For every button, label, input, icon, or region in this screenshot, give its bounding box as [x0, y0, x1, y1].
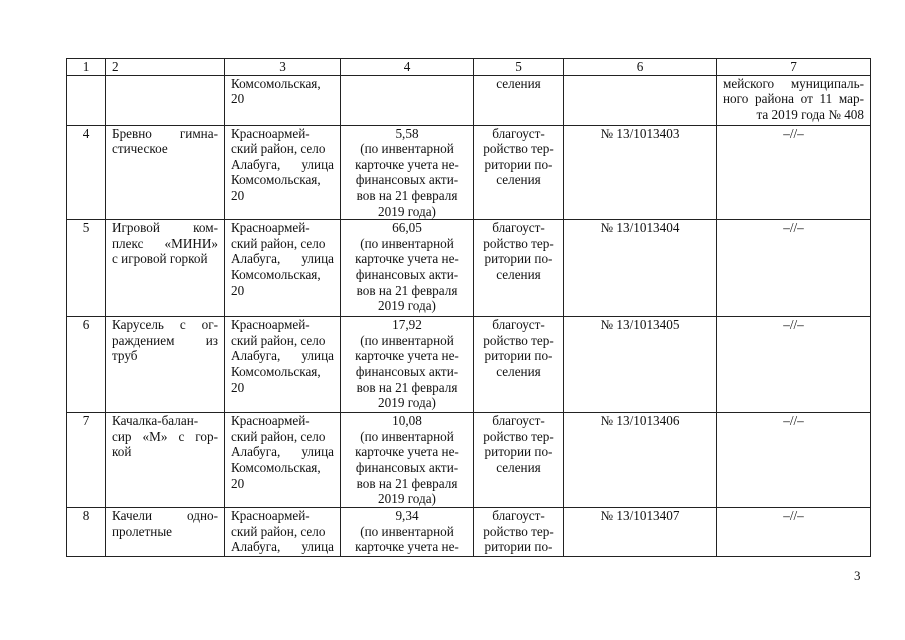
- cell-basis: –//–: [717, 413, 871, 508]
- address-line: Красноармей-: [231, 125, 310, 141]
- table-row: [67, 125, 871, 220]
- word: Алабуга,: [231, 156, 281, 172]
- header-cell: 4: [341, 59, 474, 76]
- cell-value: [341, 413, 474, 508]
- cell-basis: –//–: [717, 125, 871, 220]
- property-table: [66, 58, 871, 557]
- purpose-line: благоуст-: [492, 413, 545, 429]
- word: «МИНИ»: [164, 235, 218, 251]
- purpose-line: ритории по-: [484, 251, 553, 267]
- cell-address: [225, 220, 341, 317]
- cell-value: [341, 220, 474, 317]
- basis-line: мейского муниципаль-: [723, 75, 864, 91]
- cell-name: [106, 413, 225, 508]
- address-line: Красноармей-: [231, 317, 310, 333]
- value-note-line: финансовых акти-: [355, 172, 459, 188]
- word: Карусель: [112, 317, 164, 333]
- word: улица: [301, 539, 334, 555]
- header-cell: 2: [106, 59, 225, 76]
- purpose-line: селения: [496, 459, 541, 475]
- name-line: [112, 236, 218, 252]
- name-line: [112, 333, 218, 349]
- word: Алабуга,: [231, 444, 281, 460]
- address-line: 20: [231, 475, 245, 491]
- name-line: [112, 317, 218, 333]
- address-line: [231, 348, 334, 364]
- purpose-line: ройство тер-: [483, 428, 554, 444]
- cell-num: 5: [67, 220, 106, 317]
- address-line: 20: [231, 187, 245, 203]
- word: «М»: [142, 428, 168, 444]
- table-body: [67, 59, 871, 557]
- address-line: [231, 157, 334, 173]
- word: из: [205, 332, 218, 348]
- cell-name: [106, 125, 225, 220]
- name-line: кой: [112, 444, 132, 460]
- word: Качели: [112, 508, 153, 524]
- name-line: [112, 429, 218, 445]
- cell-address: [225, 75, 341, 125]
- word: улица: [301, 251, 334, 267]
- address-line: [231, 539, 334, 555]
- word: сир: [112, 428, 132, 444]
- cell-address: [225, 413, 341, 508]
- name-line: с игровой горкой: [112, 251, 208, 267]
- value-note-line: вов на 21 февраля: [356, 282, 458, 298]
- cell-basis: –//–: [717, 317, 871, 413]
- header-cell: 7: [717, 59, 871, 76]
- header-cell: 1: [67, 59, 106, 76]
- address-line: Комсомольская,: [231, 363, 321, 379]
- address-line: [231, 444, 334, 460]
- cell-address: [225, 125, 341, 220]
- purpose-line: ритории по-: [484, 348, 553, 364]
- header-cell: 3: [225, 59, 341, 76]
- address-line: ский район, село: [231, 523, 326, 539]
- word: Алабуга,: [231, 251, 281, 267]
- purpose-line: ритории по-: [484, 156, 553, 172]
- cell-num: 7: [67, 413, 106, 508]
- cell-num: 4: [67, 125, 106, 220]
- purpose-line: ройство тер-: [483, 332, 554, 348]
- cell-name: [106, 75, 225, 125]
- basis-line: та 2019 года № 408: [756, 106, 864, 122]
- cell-address: [225, 317, 341, 413]
- header-cell: 5: [474, 59, 564, 76]
- cell-num: [67, 75, 106, 125]
- word: раждением: [112, 332, 175, 348]
- word: Игровой: [112, 220, 160, 236]
- address-line: Комсомольская,: [231, 172, 321, 188]
- value-note-line: 2019 года): [378, 395, 436, 411]
- value-note-line: 2019 года): [378, 203, 436, 219]
- word: Алабуга,: [231, 539, 281, 555]
- purpose-line: селения: [496, 363, 541, 379]
- purpose-line: ритории по-: [484, 539, 553, 555]
- value-note-line: вов на 21 февраля: [356, 475, 458, 491]
- cell-inventory: № 13/1013405: [564, 317, 717, 413]
- cell-inventory: № 13/1013406: [564, 413, 717, 508]
- word: улица: [301, 348, 334, 364]
- cell-num: 8: [67, 508, 106, 557]
- value-note-line: (по инвентарной: [360, 428, 454, 444]
- cell-name: [106, 317, 225, 413]
- value-note-line: вов на 21 февраля: [356, 187, 458, 203]
- address-line: Комсомольская,: [231, 459, 321, 475]
- purpose-line: благоуст-: [492, 508, 545, 524]
- value-note-line: финансовых акти-: [355, 266, 459, 282]
- name-line: Качалка-балан-: [112, 413, 199, 429]
- cell-purpose: [474, 508, 564, 557]
- word: одно-: [187, 508, 218, 524]
- address-line: ский район, село: [231, 332, 326, 348]
- table-header-row: [67, 59, 871, 76]
- value-note-line: карточке учета не-: [355, 156, 459, 172]
- value-note-line: карточке учета не-: [355, 348, 459, 364]
- cell-inventory: № 13/1013404: [564, 220, 717, 317]
- purpose-line: благоуст-: [492, 220, 545, 236]
- cell-value: [341, 125, 474, 220]
- cell-purpose: [474, 75, 564, 125]
- value-note-line: 2019 года): [378, 491, 436, 507]
- cell-inventory: [564, 75, 717, 125]
- purpose-line: благоуст-: [492, 125, 545, 141]
- cell-inventory: № 13/1013403: [564, 125, 717, 220]
- value-note-line: финансовых акти-: [355, 363, 459, 379]
- continuation-row: [67, 75, 871, 125]
- value-note-line: финансовых акти-: [355, 459, 459, 475]
- address-line: ский район, село: [231, 235, 326, 251]
- address-line: ский район, село: [231, 428, 326, 444]
- value-note-line: (по инвентарной: [360, 332, 454, 348]
- cell-value: [341, 75, 474, 125]
- table-row: [67, 413, 871, 508]
- name-line: пролетные: [112, 523, 173, 539]
- word: ком-: [193, 220, 218, 236]
- name-line: [112, 126, 218, 142]
- value-note-line: карточке учета не-: [355, 539, 459, 555]
- value-amount: 66,05: [392, 220, 422, 236]
- word: гор-: [195, 428, 218, 444]
- value-note-line: 2019 года): [378, 298, 436, 314]
- word: Бревно: [112, 125, 152, 141]
- basis-line: ного района от 11 мар-: [723, 91, 864, 107]
- value-note-line: карточке учета не-: [355, 251, 459, 267]
- value-note-line: карточке учета не-: [355, 444, 459, 460]
- cell-value: [341, 508, 474, 557]
- word: Алабуга,: [231, 348, 281, 364]
- name-line: [112, 508, 218, 524]
- word: с: [178, 428, 185, 444]
- value-amount: 5,58: [395, 125, 419, 141]
- word: ог-: [201, 317, 218, 333]
- name-line: стическое: [112, 141, 168, 157]
- cell-num: 6: [67, 317, 106, 413]
- word: улица: [301, 156, 334, 172]
- purpose-line: селения: [496, 172, 541, 188]
- cell-name: [106, 508, 225, 557]
- cell-value: [341, 317, 474, 413]
- value-amount: 10,08: [392, 413, 422, 429]
- cell-address: [225, 508, 341, 557]
- cell-purpose: [474, 220, 564, 317]
- cell-purpose: [474, 125, 564, 220]
- address-line: Комсомольская,: [231, 266, 321, 282]
- purpose-line: селения: [496, 75, 541, 91]
- cell-basis: [717, 75, 871, 125]
- header-cell: 6: [564, 59, 717, 76]
- purpose-line: ритории по-: [484, 444, 553, 460]
- address-line: Красноармей-: [231, 508, 310, 524]
- page-number: 3: [854, 568, 861, 583]
- address-line: Комсомольская,: [231, 75, 321, 91]
- table-row: [67, 508, 871, 557]
- table-row: [67, 220, 871, 317]
- address-line: [231, 251, 334, 267]
- value-note-line: (по инвентарной: [360, 523, 454, 539]
- address-line: 20: [231, 379, 245, 395]
- value-amount: 17,92: [392, 317, 422, 333]
- word: с: [179, 317, 186, 333]
- cell-basis: –//–: [717, 508, 871, 557]
- purpose-line: благоуст-: [492, 317, 545, 333]
- cell-basis: –//–: [717, 220, 871, 317]
- name-line: [112, 220, 218, 236]
- value-note-line: (по инвентарной: [360, 141, 454, 157]
- cell-purpose: [474, 317, 564, 413]
- value-amount: 9,34: [395, 508, 419, 524]
- address-line: 20: [231, 282, 245, 298]
- purpose-line: ройство тер-: [483, 523, 554, 539]
- word: гимна-: [179, 125, 218, 141]
- name-line: труб: [112, 348, 138, 364]
- word: улица: [301, 444, 334, 460]
- address-line: Красноармей-: [231, 413, 310, 429]
- value-note-line: вов на 21 февраля: [356, 379, 458, 395]
- cell-inventory: № 13/1013407: [564, 508, 717, 557]
- purpose-line: ройство тер-: [483, 141, 554, 157]
- address-line: 20: [231, 91, 245, 107]
- address-line: Красноармей-: [231, 220, 310, 236]
- cell-purpose: [474, 413, 564, 508]
- purpose-line: селения: [496, 266, 541, 282]
- table-row: [67, 317, 871, 413]
- value-note-line: (по инвентарной: [360, 235, 454, 251]
- cell-name: [106, 220, 225, 317]
- address-line: ский район, село: [231, 141, 326, 157]
- purpose-line: ройство тер-: [483, 235, 554, 251]
- word: плекс: [112, 235, 144, 251]
